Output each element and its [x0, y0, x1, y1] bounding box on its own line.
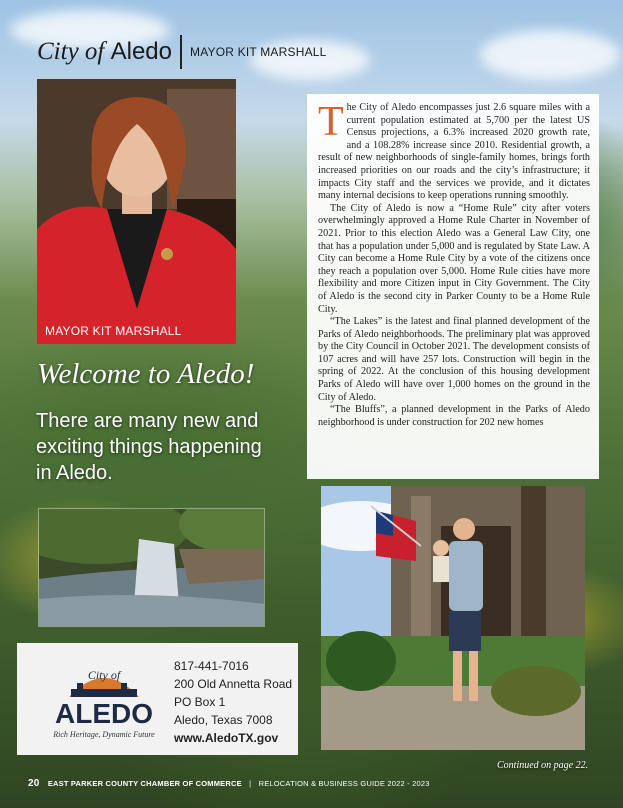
article-paragraph: The City of Aledo is now a “Home Rule” city after voters overwhelmingly approved a Home Rule Charter in November of 2021. Prior to this election Aledo was a General Law City, one that has a population under 5,000 and is regulated by State Law. A City can become a Home Rule City by a vote of the citizens once they reach a population over 5,000. Home Rule cities have more flexibility and more Citizen input in City Government. The City of Aledo is the second city in Parker County to be a Home Rule City.	[318, 202, 590, 315]
article-paragraph: “The Bluffs”, a planned development in the Parks of Aledo neighborhood is under construction for 202 new homes	[318, 404, 590, 428]
article-paragraph: “The Lakes” is the latest and final planned development of the Parks of Aledo neighborhoods. The preliminary plat was approved by the City Council in October 2021. The development consists of 107 acres and will have 257 lots. Construction will begin in the spring of 2022. At the conclusion of this housing development Parks of Aledo will have over 1,000 homes on the ground in the City of Aledo.	[318, 316, 590, 403]
aledo-logo	[31, 655, 177, 745]
continued-note: Continued on page 22.	[497, 760, 589, 771]
contact-details	[174, 657, 292, 747]
logo-aledo-wordmark: ALEDO	[55, 698, 153, 729]
page-number: 20	[28, 778, 40, 789]
welcome-title: Welcome to Aledo!	[37, 358, 255, 390]
portrait-caption: MAYOR KIT MARSHALL	[45, 324, 182, 338]
page-footer	[28, 778, 430, 789]
city-of-aledo-heading: City of Aledo	[37, 38, 172, 65]
welcome-tagline: There are many new and exciting things happening in Aledo.	[36, 410, 262, 484]
website-link[interactable]: www.AledoTX.gov	[174, 731, 279, 745]
guide-title: RELOCATION & BUSINESS GUIDE 2022 - 2023	[258, 779, 430, 788]
family-porch-illustration	[321, 486, 585, 750]
header-divider	[180, 35, 182, 69]
creek-waterfall-photo	[38, 508, 265, 627]
sky-cloud	[480, 30, 620, 80]
article-text-panel	[307, 94, 599, 479]
drop-cap: T	[318, 99, 344, 145]
mayor-portrait-illustration	[37, 79, 236, 344]
logo-city-of: City of	[87, 668, 121, 682]
mayor-heading: MAYOR KIT MARSHALL	[190, 45, 327, 59]
logo-motto: Rich Heritage, Dynamic Future	[53, 730, 155, 739]
city-state-zip: Aledo, Texas 7008	[174, 713, 273, 727]
page-header	[37, 34, 327, 70]
mayor-portrait-photo	[37, 79, 236, 344]
phone-number: 817-441-7016	[174, 659, 249, 673]
family-porch-photo	[321, 486, 585, 750]
article-paragraph: The City of Aledo encompasses just 2.6 square miles with a current population estimated at 5,700 per the latest US Census projections, a 6.3% increased 2020 growth rate, and a 108.28% increase since 2010. Residential growth, a result of new neighborhoods of single-family homes, brings forth increased priorities on our roads and the city’s infrastructure; it impacts City staff and the services we provide, and it dictates many internal decisions to keep operations running smoothly.	[318, 99, 590, 202]
publisher-name: EAST PARKER COUNTY CHAMBER OF COMMERCE	[47, 779, 242, 788]
contact-card	[17, 643, 298, 755]
street-address: 200 Old Annetta Road	[174, 677, 293, 691]
waterfall-illustration	[39, 509, 264, 626]
footer-separator: |	[249, 779, 252, 788]
po-box: PO Box 1	[174, 695, 226, 709]
